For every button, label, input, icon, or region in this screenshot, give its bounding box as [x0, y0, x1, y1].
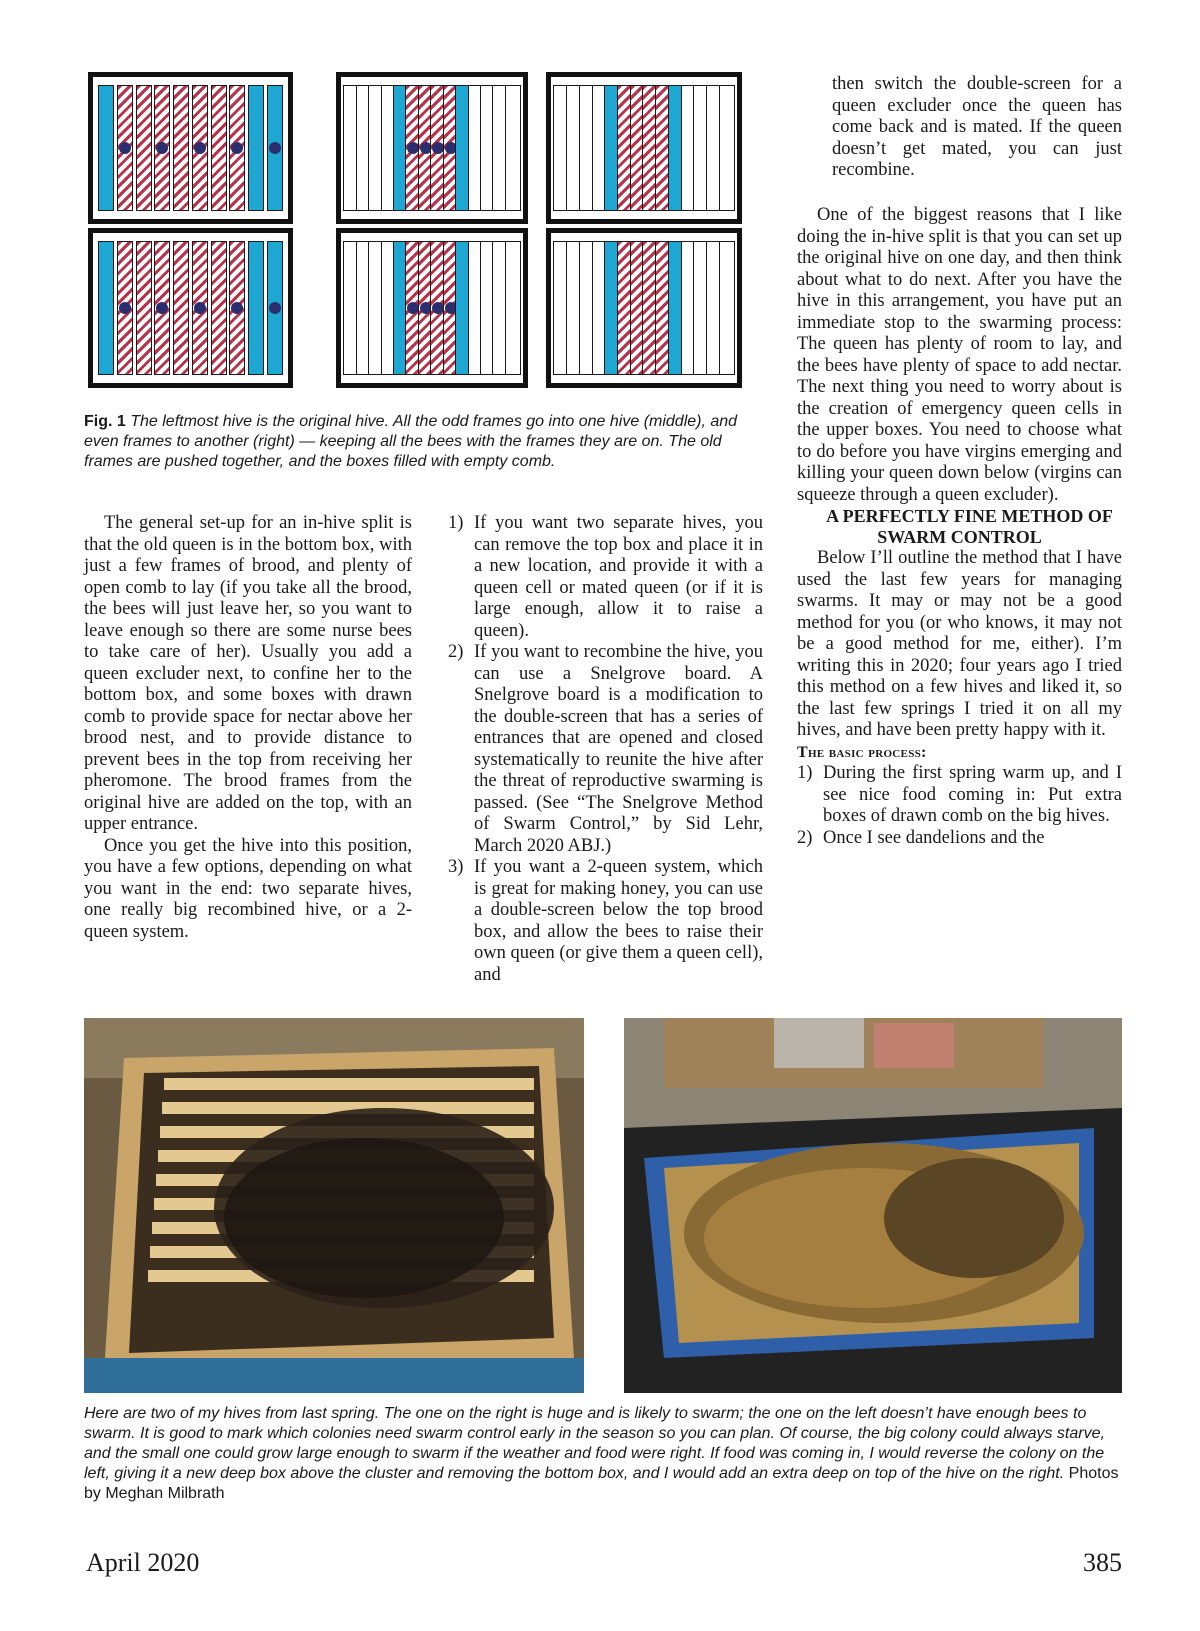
brood-frame — [229, 85, 245, 211]
col1-paragraph-2: Once you get the hive into this position, you have a few options, depending on what you want in the end: two separate hives, one really big recombined hive, or a 2-queen system. — [84, 835, 412, 942]
bee-dot — [119, 302, 131, 314]
sub-heading: The basic process: — [797, 743, 927, 761]
brood-frame — [229, 241, 245, 375]
hive-box — [336, 72, 528, 224]
brood-frame — [117, 241, 133, 375]
list-item: 1) During the first spring warm up, and I see nice food coming in: Put extra boxes of drawn comb on the big hives. — [797, 763, 1122, 826]
section-heading: A PERFECTLY FINE METHOD OF SWARM CONTROL — [826, 506, 1113, 547]
bee-dot — [231, 142, 243, 154]
brood-frame — [211, 241, 227, 375]
figure-1-caption — [84, 412, 774, 472]
brood-frame — [117, 85, 133, 211]
hive-box — [88, 72, 293, 224]
brood-frame — [192, 241, 208, 375]
empty-frame — [719, 85, 735, 211]
brood-frame — [192, 85, 208, 211]
column-2 — [448, 513, 763, 986]
honey-frame — [267, 85, 283, 211]
photo-large-hive — [624, 1018, 1122, 1393]
bee-dot — [194, 302, 206, 314]
hive-box — [546, 228, 742, 388]
honey-frame — [267, 241, 283, 375]
photo-caption-text: Here are two of my hives from last spring. The one on the right is huge and is likely to swarm; the one on the left doesn’t have enough bees to swarm. It is good to mark which colonies need swarm control early in the season so you can plan. Of course, the big colony could always starve, and the small one could grow large enough to swarm if the weather and food were right. If food was coming in, I would reverse the colony on the left, giving it a new deep box above the cluster and removing the bottom box, and I would add an extra deep on top of the hive on the right. — [84, 1405, 1105, 1482]
brood-frame — [173, 85, 189, 211]
figure-1-diagram — [88, 70, 808, 410]
options-list — [448, 513, 763, 986]
hive-box — [336, 228, 528, 388]
brood-frame — [136, 85, 152, 211]
brood-frame — [136, 241, 152, 375]
empty-frame — [505, 85, 521, 211]
empty-frame — [719, 241, 735, 375]
footer-date: April 2020 — [86, 1548, 200, 1577]
list-item: 2) Once I see dandelions and the — [797, 827, 1045, 848]
column-1 — [84, 513, 412, 943]
bee-dot — [156, 142, 168, 154]
brood-frame — [173, 241, 189, 375]
photo-small-hive — [84, 1018, 584, 1393]
photo-caption — [84, 1404, 1122, 1504]
figure-caption-text: The leftmost hive is the original hive. All the odd frames go into one hive (middle), and even frames to another (right) — keeping all the bees with the frames they are on. The old frames are pushed together, and the boxes filled with empty comb. — [84, 413, 738, 470]
hive-box — [546, 72, 742, 224]
empty-frame — [505, 241, 521, 375]
list-item: 3) If you want a 2-queen system, which is great for making honey, you can use a double-screen below the top brood box, and allow the bees to raise their own queen (or give them a queen cell), and — [448, 857, 763, 985]
list-item: 1) If you want two separate hives, you can remove the top box and place it in a new location, and provide it with a queen cell or mated queen (or if it is large enough, allow it to raise a queen). — [448, 513, 763, 641]
column-3 — [797, 205, 1122, 849]
figure-label: Fig. 1 — [84, 413, 126, 430]
bee-dot — [156, 302, 168, 314]
bee-dot — [119, 142, 131, 154]
honey-frame — [248, 85, 264, 211]
process-list — [797, 763, 1122, 849]
page-number: 385 — [1083, 1548, 1122, 1577]
column-3-continuation — [832, 74, 1122, 182]
col3-paragraph-1: One of the biggest reasons that I like doing the in-hive split is that you can set up the original hive on one day, and then think about what to do next. After you have the hive in this arrangement, you have put an immediate stop to the swarming process: The queen has plenty of room to lay, and the bees have plenty of space to add nectar. The next thing you need to worry about is the creation of emergency queen cells in the upper boxes. You need to choose what to do before you have virgins emerging and killing your queen down below (virgins can squeeze through a queen excluder). — [797, 205, 1122, 505]
bee-dot — [231, 302, 243, 314]
continuation-paragraph: then switch the double-screen for a queen excluder once the queen has come back and is mated. If the queen doesn’t get mated, you can just recombine. — [832, 74, 1122, 180]
bee-dot — [194, 142, 206, 154]
list-item: 2) If you want to recombine the hive, you can use a Snelgrove board. A Snelgrove board is a modification to the double-screen that has a series of entrances that are opened and closed systematically to reunite the hive after the threat of reproductive swarming is passed. (See “The Snelgrove Method of Swarm Control,” by Sid Lehr, March 2020 ABJ.) — [448, 642, 763, 856]
honey-frame — [98, 241, 114, 375]
honey-frame — [248, 241, 264, 375]
brood-frame — [211, 85, 227, 211]
hive-box — [88, 228, 293, 388]
honey-frame — [98, 85, 114, 211]
brood-frame — [154, 241, 170, 375]
col1-paragraph-1: The general set-up for an in-hive split is that the old queen is in the bottom box, with just a few frames of brood, and plenty of open comb to lay (if you take all the brood, the bees will just leave her, so you want to leave enough so there are some nurse bees to take care of her). Usually you add a queen excluder next, to confine her to the bottom box, and some boxes with drawn comb to provide space for nectar above her brood nest, and to provide distance to prevent bees in the top from receiving her pheromone. The brood frames from the original hive are added on the top, with an upper entrance. — [84, 513, 412, 834]
photo-large-hive-illustration — [624, 1018, 1122, 1393]
brood-frame — [154, 85, 170, 211]
bee-dot — [269, 142, 281, 154]
col3-paragraph-2: Below I’ll outline the method that I have used the last few years for managing swarms. It may or may not be a good method for you (or who knows, it may not be a good method for me, either). I’m writing this in 2020; four years ago I tried this method on a few hives and liked it, so the last few springs I tried it on all my hives, and have been pretty happy with it. — [797, 548, 1122, 740]
photo-small-hive-illustration — [84, 1018, 584, 1393]
photo-credit: Photos by Meghan Milbrath — [84, 1465, 1119, 1502]
bee-dot — [269, 302, 281, 314]
